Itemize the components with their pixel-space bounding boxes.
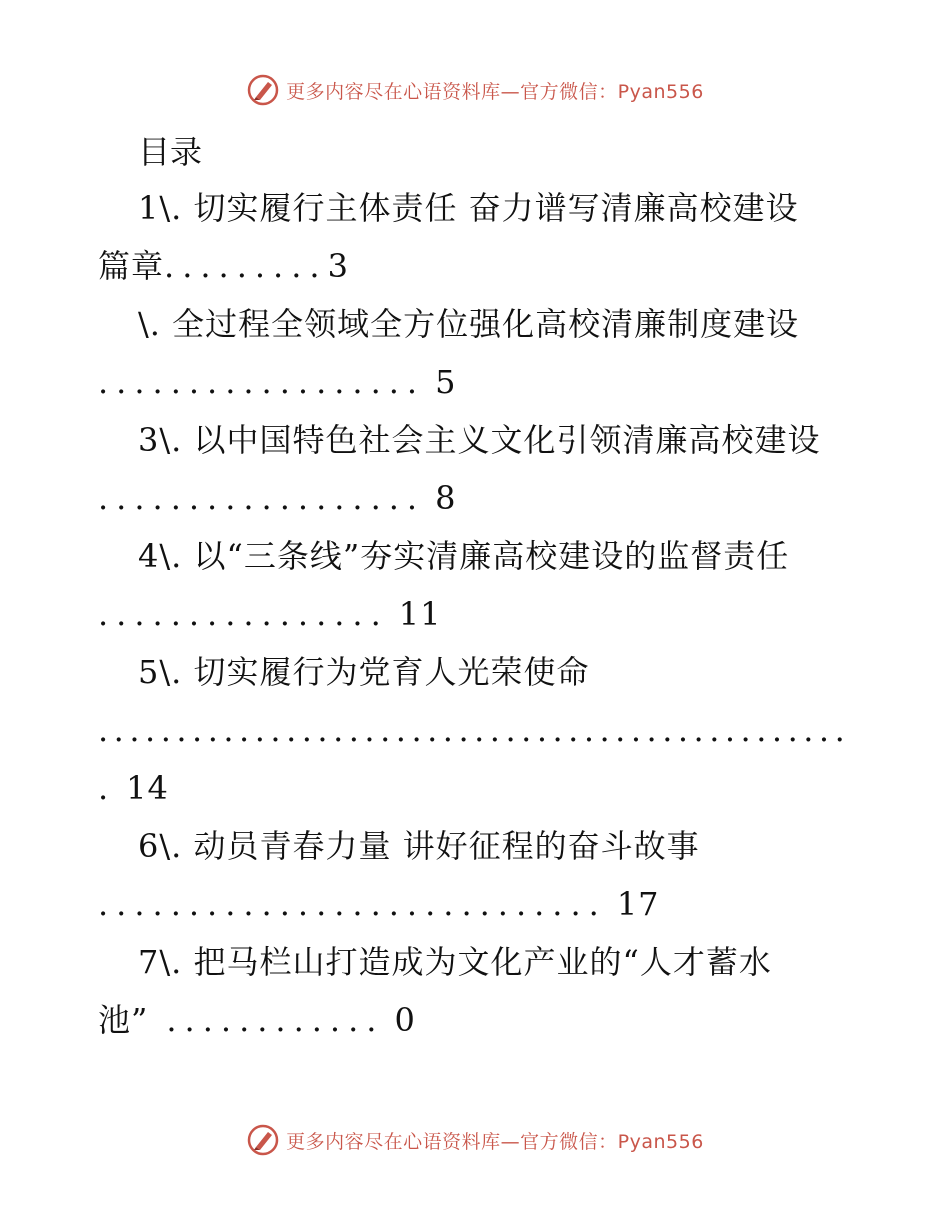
toc-item-5-line2[interactable] <box>98 702 850 758</box>
toc-item-4-page: 11 <box>398 595 442 633</box>
toc-item-6-line2[interactable] <box>98 876 660 932</box>
footer-banner <box>0 1120 950 1160</box>
toc-item-6-line1[interactable]: 6\. 动员青春力量 讲好征程的奋斗故事 <box>138 827 700 865</box>
toc-item-7-page: 0 <box>394 1001 416 1039</box>
toc-item-5-page: 14 <box>126 769 169 807</box>
toc-item-5-line3[interactable] <box>98 760 169 816</box>
toc-item-4-line2[interactable] <box>98 586 441 642</box>
toc-item-3-line2[interactable] <box>98 470 456 526</box>
pen-logo-icon <box>246 73 280 107</box>
header-banner <box>0 70 950 110</box>
banner-text: 更多内容尽在心语资料库—官方微信：Pyan556 <box>286 1130 704 1153</box>
banner-text: 更多内容尽在心语资料库—官方微信：Pyan556 <box>286 80 704 103</box>
toc-item-5-leader-cont: . <box>98 769 117 807</box>
toc-item-7-leader: ............ <box>166 1001 385 1039</box>
toc-item-2-leader: .................. <box>98 363 426 401</box>
toc-title: 目录 <box>138 133 203 171</box>
toc-item-3-leader: .................. <box>98 479 426 517</box>
toc-item-5-line1[interactable]: 5\. 切实履行为党育人光荣使命 <box>138 653 590 691</box>
toc-item-2-line1[interactable]: \. 全过程全领域全方位强化高校清廉制度建设 <box>138 305 800 343</box>
toc-item-1-line1[interactable]: 1\. 切实履行主体责任 奋力谱写清廉高校建设 <box>138 189 799 227</box>
toc-item-7-title-cont: 池” <box>98 1001 149 1039</box>
toc-item-3-line1[interactable]: 3\. 以中国特色社会主义文化引领清廉高校建设 <box>138 421 821 459</box>
toc-item-3-page: 8 <box>435 479 457 517</box>
toc-item-5-leader: ................................................ <box>98 711 851 749</box>
toc-item-1-leader: ......... <box>164 247 328 285</box>
toc-item-2-line2[interactable] <box>98 354 456 410</box>
toc-item-7-line1[interactable]: 7\. 把马栏山打造成为文化产业的“人才蓄水 <box>138 943 772 981</box>
toc-item-4-line1[interactable]: 4\. 以“三条线”夯实清廉高校建设的监督责任 <box>138 537 790 575</box>
pen-logo-icon <box>246 1123 280 1157</box>
toc-item-7-line2[interactable] <box>98 992 416 1048</box>
toc-item-1-title-cont: 篇章 <box>98 247 165 285</box>
toc-item-6-page: 17 <box>616 885 660 923</box>
toc-item-2-page: 5 <box>435 363 457 401</box>
toc-item-1-page: 3 <box>327 247 349 285</box>
toc-item-1-line2[interactable] <box>98 238 349 294</box>
toc-item-4-leader: ................ <box>98 595 389 633</box>
toc-item-6-leader: ............................ <box>98 885 607 923</box>
